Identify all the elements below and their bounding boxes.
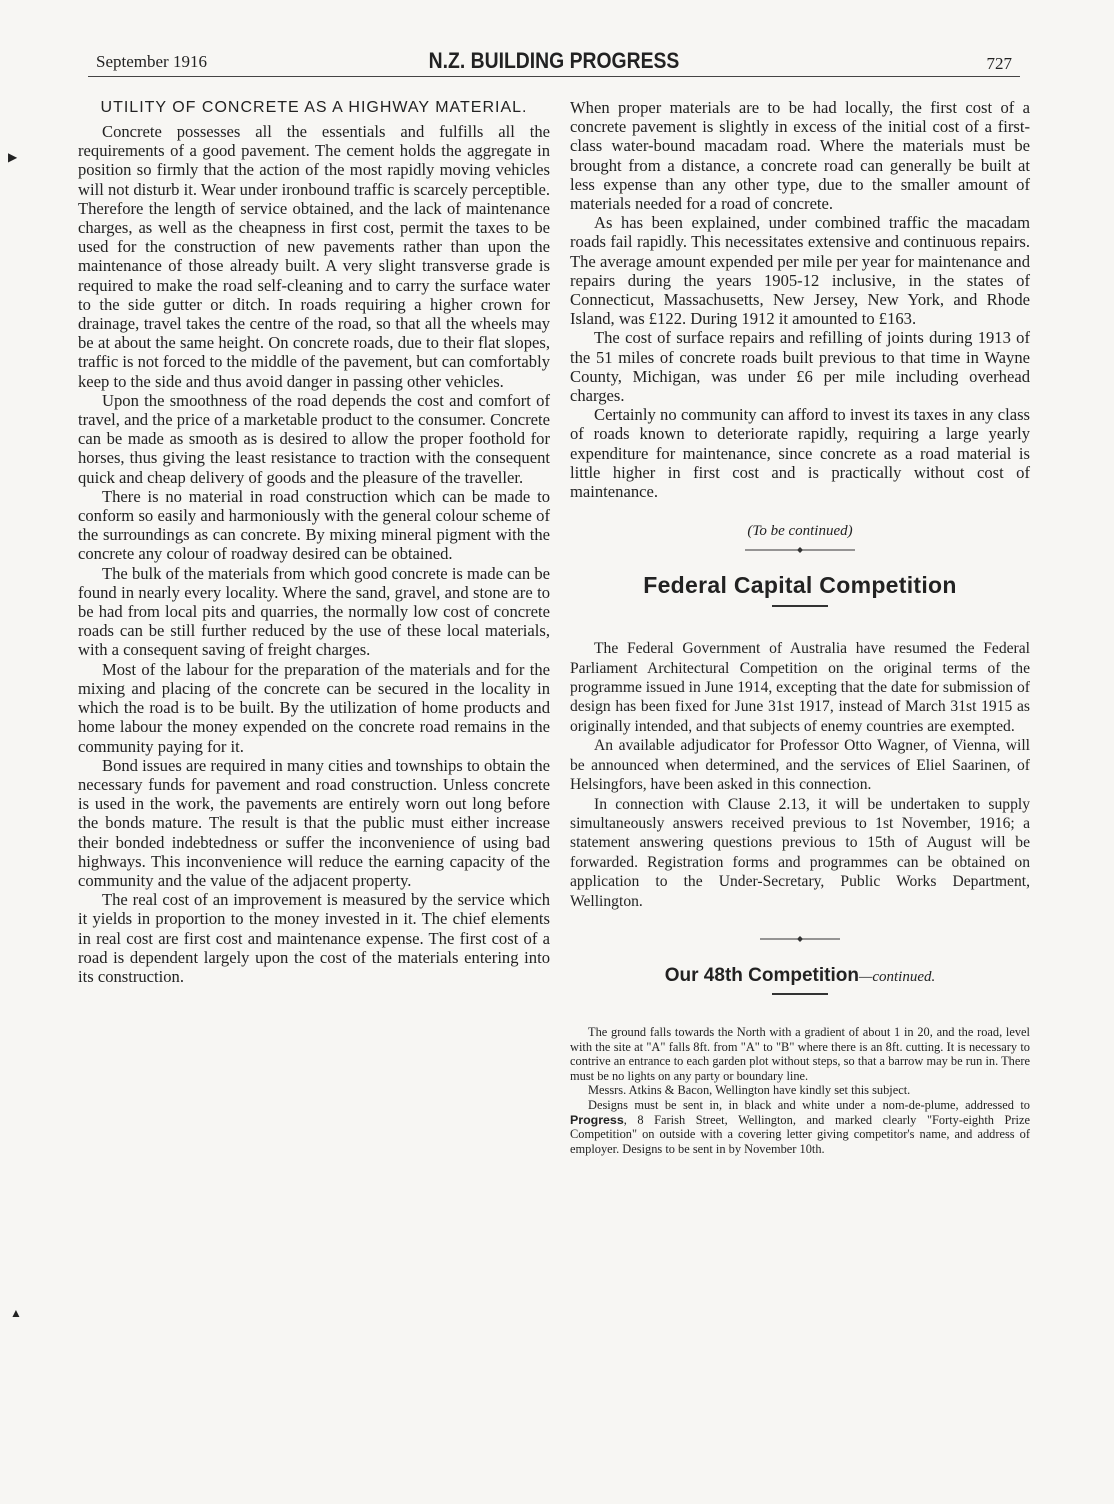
page-header (88, 48, 1020, 78)
article-paragraph: Bond issues are required in many cities and townships to obtain the necessary funds for pavement and road construction. Unless concrete is used in the work, the pavements are entirely worn out long before the bonds mature. The result is that the public must either increase their bonded indebtedness or suffer the inconvenience of using bad highways. This inconvenience will reduce the earning capacity of the community and the value of the adjacent property. (78, 755, 550, 890)
margin-arrow-icon: ▶ (8, 150, 18, 164)
heading-underline (772, 993, 828, 995)
federal-paragraph: The Federal Government of Australia have resumed the Federal Parliament Architectural Competition on the original terms of the programme issued in June 1914, excepting that the date for submission of design has been fixed for June 31st 1917, instead of March 31st 1915 as originally intended, and that subjects of enemy countries are exempted. (570, 640, 1030, 735)
page-number: 727 (986, 54, 1012, 73)
article-paragraph: Most of the labour for the preparation of the materials and for the mixing and placing of the concrete can be secured in the locality in which the road is to be built. By the utilization of home products and home labour the money expended on the concrete road remains in the community paying for it. (78, 659, 550, 756)
article-paragraph: The cost of surface repairs and refilling of joints during 1913 of the 51 miles of concrete roads built previous to that time in Wayne County, Michigan, was under £6 per mile including overhead charges. (570, 328, 1030, 406)
right-column (570, 98, 1030, 1156)
competition-paragraph: Messrs. Atkins & Bacon, Wellington have kindly set this subject. (588, 1083, 911, 1098)
competition-text: Designs must be sent in, in black and white under a nom-de-plume, addressed to (588, 1097, 1030, 1112)
divider-ornament-icon (745, 546, 855, 554)
article-paragraph: When proper materials are to be had locally, the first cost of a concrete pavement is slightly in excess of the initial cost of a first-class water-bound macadam road. Where the materials must be brought from a distance, a concrete road can generally be built at less expense than any other type, due to the smaller amount of materials needed for a road of concrete. (570, 98, 1030, 214)
header-rule (88, 76, 1020, 77)
article-paragraph: Upon the smoothness of the road depends the cost and comfort of travel, and the price of a marketable product to the consumer. Concrete can be made as smooth as is desired to allow the proper foothold for horses, thus giving the least resistance to traction with the consequent quick and cheap delivery of goods and the pleasure of the traveller. (78, 390, 550, 487)
issue-date: September 1916 (96, 52, 207, 71)
left-column (78, 98, 550, 986)
article-paragraph: As has been explained, under combined traffic the macadam roads fail rapidly. This necessitates extensive and continuous repairs. The average amount expended per mile per year for maintenance and repairs during the years 1905-12 inclusive, in the states of Connecticut, Massachusetts, New Jersey, New York, and Rhode Island, was £122. During 1912 it amounted to £163. (570, 213, 1030, 329)
heading-underline (772, 605, 828, 607)
article-paragraph: Concrete possesses all the essentials and fulfills all the requirements of a good pavement. The cement holds the aggregate in position so firmly that the action of the most rapidly moving vehicles will not disturb it. Wear under ironbound traffic is scarcely perceptible. Therefore the length of service obtained, and the lack of maintenance charges, as well as the cheapness in first cost, permit the taxes to be used for the construction of new pavements rather than upon the maintenance of those already built. A very slight transverse grade is required to make the road self-cleaning and to carry the surface water to the side gutter or ditch. In roads requiring a higher crown for drainage, travel takes the centre of the road, so that all the wheels may be at about the same height. On concrete roads, due to their flat slopes, traffic is not forced to the middle of the pavement, but can comfortably keep to the side and thus avoid danger in passing other vehicles. (78, 122, 550, 391)
article-heading: UTILITY OF CONCRETE AS A HIGHWAY MATERIAL. (100, 99, 528, 116)
publication-title: N.Z. BUILDING PROGRESS (428, 48, 680, 73)
competition-heading (570, 965, 1030, 987)
article-paragraph: Certainly no community can afford to invest its taxes in any class of roads known to deteriorate rapidly, requiring a large yearly expenditure for maintenance, since concrete as a road material is little higher in first cost and is practically without cost of maintenance. (570, 405, 1030, 502)
competition-paragraph: The ground falls towards the North with a gradient of about 1 in 20, and the road, level with the site at "A" falls 8ft. from "A" to "B" where there is an 8ft. cutting. It is necessary to contrive an entrance to each garden plot without steps, so that a barrow may be run in. There must be no lights on any party or boundary line. (570, 1024, 1030, 1083)
competition-paragraph (570, 1098, 1030, 1156)
federal-paragraph: In connection with Clause 2.13, it will be undertaken to supply simultaneously answers received previous to 1st November, 1916; a statement answering questions previous to 15th of August will be forwarded. Registration forms and programmes can be obtained on application to the Under-Secretary, Public Works Department, Wellington. (570, 795, 1030, 910)
federal-paragraph: An available adjudicator for Professor Otto Wagner, of Vienna, will be announced when determined, and the services of Eliel Saarinen, of Helsingfors, have been asked in this connection. (570, 737, 1030, 794)
progress-name: Progress (570, 1112, 624, 1127)
competition-heading-suffix: —continued. (858, 968, 936, 985)
article-paragraph: The bulk of the materials from which good concrete is made can be found in nearly every locality. Where the sand, gravel, and stone are to be had from local pits and quarries, the normally low cost of concrete roads can be still further reduced by the use of these local materials, with a consequent saving of freight charges. (78, 563, 550, 660)
federal-article (570, 639, 1030, 911)
margin-mark-icon: ▲ (10, 1306, 22, 1320)
federal-heading: Federal Capital Competition (643, 572, 957, 599)
competition-heading-text: Our 48th Competition (664, 964, 859, 986)
competition-text: , 8 Farish Street, Wellington, and marked clearly "Forty-eighth Prize Competition" on outside with a covering letter giving competitor's name, and address of employer. Designs to be sent in by November 10th. (570, 1112, 1030, 1156)
divider-ornament-icon (760, 935, 840, 943)
competition-notice (570, 1025, 1030, 1156)
article-paragraph: The real cost of an improvement is measured by the service which it yields in proportion to the money invested in it. The chief elements in real cost are first cost and maintenance expense. The first cost of a road is dependent largely upon the cost of the materials entering into its construction. (78, 890, 550, 986)
article-paragraph: There is no material in road construction which can be made to conform so easily and harmoniously with the general colour scheme of the surroundings as can concrete. By mixing mineral pigment with the concrete any colour of roadway desired can be obtained. (78, 486, 550, 564)
continued-note: (To be continued) (747, 523, 853, 540)
